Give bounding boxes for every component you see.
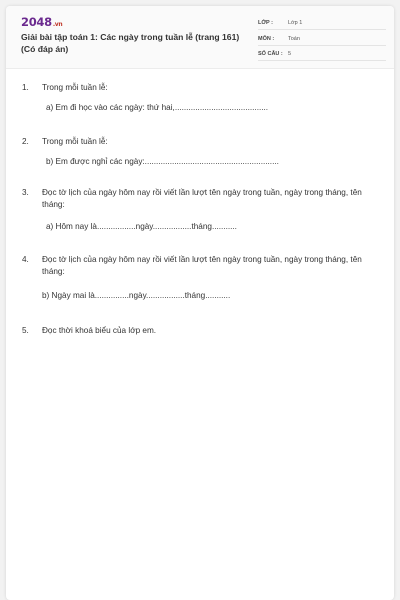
meta-count-value: 5 [288,51,292,57]
logo-text: 2048 [21,15,52,29]
meta-subject-row [258,34,386,46]
worksheet-page [6,6,394,600]
meta-count-label: SỐ CÂU : [258,51,283,57]
question-number: 2. [22,137,29,146]
meta-count-row [258,49,386,61]
site-logo[interactable] [21,15,62,29]
worksheet-header [6,6,394,69]
question-text: Đọc tờ lịch của ngày hôm nay rồi viết lần lượt tên ngày trong tuần, ngày trong tháng, tên tháng: [42,255,362,276]
meta-class-label: LỚP : [258,20,273,26]
question-2-answer-line: b) Em được nghỉ các ngày:........................................................... [46,157,279,166]
question-3-answer-line: a) Hôm nay là.................ngày.................tháng........... [46,222,237,231]
question-text: Trong mỗi tuần lễ: [42,83,108,92]
question-text: Đọc tờ lịch của ngày hôm nay rồi viết lần lượt tên ngày trong tuần, ngày trong tháng, tên tháng: [42,188,362,209]
question-text: Đọc thời khoá biểu của lớp em. [42,326,157,335]
meta-class-row [258,18,386,30]
logo-tld: .vn [52,21,63,28]
meta-subject-label: MÔN : [258,36,275,42]
question-1-answer-line: a) Em đi học vào các ngày: thứ hai,......................................... [46,103,269,112]
meta-subject-value: Toán [288,36,300,42]
document-title: Giải bài tập toán 1: Các ngày trong tuần lễ (trang 161) (Có đáp án) [21,32,240,54]
question-4-answer-line: b) Ngày mai là...............ngày.................tháng........... [42,291,231,300]
meta-class-value: Lớp 1 [288,20,303,26]
question-number: 4. [22,255,29,264]
question-number: 3. [22,188,29,197]
question-number: 5. [22,326,29,335]
question-number: 1. [22,83,29,92]
question-text: Trong mỗi tuần lễ: [42,137,108,146]
